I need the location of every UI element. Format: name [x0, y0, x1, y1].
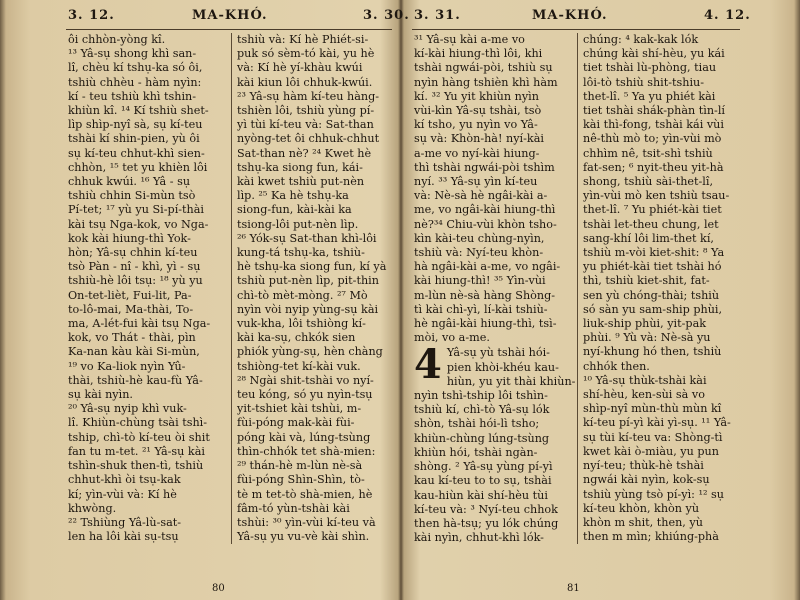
text-line: hè tshụ-ka siong fun, kí yà — [237, 260, 387, 274]
text-line: ³¹ Yâ-sụ kài a-me vo — [414, 33, 525, 46]
text-line: póng kài và, lúng-tsùng — [237, 430, 371, 444]
text-line: ²⁸ Ngài shit-tshài vo nyí- — [237, 373, 374, 387]
text-line: chúng kài shí-hèu, yu kái — [583, 47, 725, 61]
header-verse-ref-right: 3. 30. — [363, 8, 410, 23]
text-line: lôi-tò tshiù shit-tshiu- — [583, 75, 705, 89]
text-line: On-tet-lièt, Fui-lit, Pa- — [68, 288, 192, 302]
text-line: nè?³⁴ Chiu-vùi khòn tsho- — [414, 217, 557, 231]
text-line: sang-khí lôi lim-thet kí, — [583, 231, 714, 245]
text-line: hà ngâi-kài a-me, vo ngâi- — [414, 260, 561, 274]
text-line: shìp-nyî mùn-thù mùn kî — [583, 402, 722, 416]
text-line: chhut-khì òi tsụ-kak — [68, 473, 181, 487]
text-line: tshiù và: Nyí-teu khòn- — [414, 246, 544, 260]
text-line: siong-fun, kài-kài ka — [237, 203, 352, 217]
text-line: ¹⁹ vo Ka-liok nyìn Yû- — [68, 359, 186, 373]
header-verse-ref-left: 3. 12. — [68, 8, 115, 23]
text-line: tshiù và: Kí hè Phiét-si- — [237, 33, 369, 46]
text-line: lìp shìp-nyî sà, sụ kí-teu — [68, 118, 203, 132]
text-column-2 — [231, 33, 395, 544]
text-line: sụ tùi kí-teu va: Shòng-tì — [583, 430, 723, 444]
text-line: Yâ-sụ yù tshài hói- — [446, 346, 550, 360]
text-line: kài tsụ Nga-kok, vo Nga- — [68, 217, 209, 231]
text-line: sụ và: Khòn-hà! nyí-kài — [414, 132, 544, 146]
text-line: then m mìn; khiúng-phà — [583, 530, 719, 544]
text-line: sụ kí-teu chhut-khì sien- — [68, 146, 205, 160]
text-line: só sàn yu sam-ship phùi, — [583, 302, 723, 316]
text-line: chhuk kwúi. ¹⁶ Yâ - sụ — [68, 175, 191, 189]
text-line: ¹⁰ Yâ-sụ thùk-tshài kài — [583, 373, 707, 387]
text-line: kài thì-fong, tshài kái vùi — [583, 118, 724, 132]
text-line: chì-tò mèt-mòng. ²⁷ Mò — [237, 288, 368, 302]
text-line: yit-tshiet kài tshùi, m- — [237, 402, 362, 416]
text-line: tshài ngwái-pòi, tshiù sụ — [414, 61, 553, 75]
text-line: nyí-teu; thùk-hè tshài — [583, 459, 704, 473]
text-line: liuk-ship phùi, yit-pak — [583, 317, 707, 331]
text-line: kí tsho, yu nyìn vo Yâ- — [414, 118, 538, 132]
running-header — [402, 8, 800, 28]
text-line: kí; yìn-vùi và: Kí hè — [68, 487, 177, 501]
text-line: tì kài chì-yì, lí-kài tshiù- — [414, 302, 548, 316]
text-line: kí-teu khòn, khòn yù — [583, 501, 700, 515]
header-verse-ref-right: 4. 12. — [704, 8, 751, 23]
text-line: khiùn kî. ¹⁴ Kí tshiù shet- — [68, 104, 209, 118]
text-line: sụ kài nyìn. — [68, 388, 133, 402]
text-line: ²⁹ thán-hè m-lùn nè-sà — [237, 459, 363, 473]
text-line: sen yù chóng-thài; tshiù — [583, 288, 720, 302]
text-line: chúng: ⁴ kak-kak lók — [583, 33, 699, 46]
text-line: fùi-póng mak-kài fùi- — [237, 416, 355, 430]
text-line: to-lô-mai, Ma-thài, To- — [68, 302, 194, 316]
page-number: 80 — [212, 583, 225, 594]
text-line: tshài kí shin-pien, yù ôi — [68, 132, 200, 146]
text-line: Ka-nan kàu kài Si-mùn, — [68, 345, 200, 359]
text-line: lî, chèu kí tshụ-ka só ôi, — [68, 61, 203, 75]
text-line: yìn-vùi mò ken tshiù tsau- — [583, 189, 730, 203]
text-line: ngwái kài nyìn, kok-sụ — [583, 473, 710, 487]
text-line: nyí. ³³ Yâ-sụ yìn kí-teu — [414, 175, 538, 189]
text-line: tiet tshài lù-phòng, tiau — [583, 61, 717, 75]
text-line: hiùn, yu yit thài khiùn- — [446, 374, 576, 388]
text-line: kí-kài hiung-thì lôi, khi — [414, 47, 543, 61]
text-line: tshiù kí, chì-tò Yâ-sụ lók — [414, 403, 550, 417]
text-line: puk só sèm-tó kài, yu hè — [237, 47, 375, 61]
text-line: yu phiét-kài tiet tshài hó — [583, 260, 722, 274]
text-column-2 — [577, 33, 745, 544]
text-line: kí-teu pí-yì kài yì-sụ. ¹¹ Yâ- — [583, 416, 731, 430]
text-line: tsò Pàn - nî - khì, yì - sụ — [68, 260, 201, 274]
text-column-1 — [414, 33, 574, 545]
right-page — [402, 0, 800, 600]
text-line: Pí-tet; ¹⁷ yù yu Si-pí-thài — [68, 203, 205, 217]
text-line: thet-lî. ⁵ Ya yu phiét kài — [583, 89, 716, 103]
page-number: 81 — [567, 583, 580, 594]
text-line: kài ka-sụ, chkók sien — [237, 331, 356, 345]
text-line: kài kwet tshiù put-nèn — [237, 175, 365, 189]
text-line: thìn-chhók tet shà-mien: — [237, 444, 376, 458]
text-line: kài hiung-thì! ³⁵ Yìn-vùi — [414, 274, 546, 288]
text-line: shòn, tshài hói-lì tsho; — [414, 417, 540, 431]
text-line: nyìn vòi nyip yùng-sụ kài — [237, 302, 379, 316]
text-line: tshùi: ³⁰ yìn-vùi kí-teu và — [237, 515, 376, 529]
text-line: tsiong-lôi put-nèn lìp. — [237, 217, 359, 231]
text-line: kwet kài ò-miàu, yu pun — [583, 444, 719, 458]
text-line: Yâ-sụ yu vu-vè kài shìn. — [237, 530, 370, 544]
text-line: fâm-tó yùn-tshài kài — [237, 501, 350, 515]
header-rule — [412, 29, 740, 30]
text-line: kí. ³² Yu yit khiùn nyìn — [414, 89, 539, 103]
text-line: khiùn-chùng lúng-tsùng — [414, 431, 550, 445]
text-line: tshụ-ka siong fun, kái- — [237, 160, 363, 174]
text-line: tshìn-shuk then-tì, tshiù — [68, 459, 204, 473]
text-line: hòn; Yâ-sụ chhin kí-teu — [68, 246, 198, 260]
text-line: tshiòng-tet kí-kài vuk. — [237, 359, 361, 373]
chapter-number: 4 — [414, 341, 442, 389]
text-line: kí-teu và: ³ Nyí-teu chhok — [414, 502, 558, 516]
text-line: ¹³ Yâ-sụ shong khì san- — [68, 47, 197, 61]
text-line: tiet tshài shák-phàn tìn-lí — [583, 104, 725, 118]
text-line: ²⁰ Yâ-sụ nyip khì vuk- — [68, 402, 187, 416]
text-line: shí-hèu, ken-sùi sà vo — [583, 388, 705, 402]
text-line: kài nyìn, chhut-khì lók- — [414, 531, 544, 545]
text-line: tshiù m-vòi kiet-shit: ⁸ Ya — [583, 246, 725, 260]
text-line: kok, vo Thát - thài, pìn — [68, 331, 196, 345]
chapter-start — [414, 341, 576, 545]
text-line: chhók then. — [583, 359, 650, 373]
text-line: tè m tet-tò shà-mien, hè — [237, 487, 373, 501]
text-line: lî. Khiùn-chùng tsài tshì- — [68, 416, 208, 430]
text-line: và: Nè-sà hè ngâi-kài a- — [414, 189, 548, 203]
running-header — [0, 8, 410, 28]
text-line: shong, tshiù sài-thet-lî, — [583, 175, 714, 189]
text-line: lìp. ²⁵ Ka hè tshụ-ka — [237, 189, 349, 203]
text-line: a-me vo nyí-kài hiung- — [414, 146, 540, 160]
text-line: ôi chhòn-yòng kî. — [68, 33, 166, 46]
text-line: kau kí-teu to to sụ, tshài — [414, 474, 552, 488]
text-line: kung-tá tshụ-ka, tshiù- — [237, 246, 365, 260]
text-line: vùi-kìn Yâ-sụ tshài, tsò — [414, 104, 542, 118]
text-line: fat-sen; ⁶ nyit-theu yit-hà — [583, 160, 724, 174]
text-line: ²² Tshiùng Yâ-lù-sat- — [68, 515, 182, 529]
text-line: tshiù yùng tsò pí-yì: ¹² sụ — [583, 487, 724, 501]
text-line: thì, tshiù kiet-shit, fat- — [583, 274, 710, 288]
text-line: nyìn hàng tshièn khì hàm — [414, 75, 558, 89]
text-line: kok kài hiung-thì Yok- — [68, 231, 191, 245]
text-line: ma, A-lét-fui kài tsụ Nga- — [68, 317, 211, 331]
text-line: khòn m shit, then, yù — [583, 515, 703, 529]
text-line: và: Kí hè yí-khàu kwúi — [237, 61, 363, 75]
text-line: tship, chì-tò kí-teu òi shit — [68, 430, 210, 444]
text-line: chhìm nê, tsit-shì tshiù — [583, 146, 713, 160]
text-line: Sat-than nè? ²⁴ Kwet hè — [237, 146, 372, 160]
text-line: fùi-póng Shìn-Shìn, tò- — [237, 473, 365, 487]
text-line: vuk-kha, lôi tshiòng kí- — [237, 317, 366, 331]
text-line: nyòng-tet ôi chhuk-chhut — [237, 132, 380, 146]
text-line: nê-thù mò to; yìn-vùi mò — [583, 132, 722, 146]
text-line: kí - teu tshiù khì tshin- — [68, 89, 197, 103]
text-line: phùi. ⁹ Yù và: Nè-sà yu — [583, 331, 711, 345]
text-line: len ha lôi kài sụ-tsụ — [68, 530, 179, 544]
text-line: tshiù put-nèn lìp, pit-thin — [237, 274, 379, 288]
text-line: pien khòi-khéu kau- — [446, 360, 559, 374]
text-line: tshiù-hè lôi tsụ: ¹⁸ yù yu — [68, 274, 203, 288]
text-line: fan tu m-tet. ²¹ Yâ-sụ kài — [68, 444, 205, 458]
text-line: kìn kài-teu chùng-nyìn, — [414, 231, 545, 245]
text-line: then hà-tsụ; yu lók chúng — [414, 516, 559, 530]
text-line: kau-hiùn kài shí-hèu tùi — [414, 488, 548, 502]
header-rule — [66, 29, 392, 30]
text-line: hè ngâi-kài hiung-thì, tsì- — [414, 317, 557, 331]
header-title: MA-KHÓ. — [192, 8, 268, 23]
header-verse-ref-left: 3. 31. — [414, 8, 461, 23]
text-line: m-lùn nè-sà hàng Shòng- — [414, 288, 556, 302]
text-column-1 — [68, 33, 228, 544]
text-line: tshiù chhèu - hàm nyìn: — [68, 75, 202, 89]
text-line: tshiù chhin Si-mùn tsò — [68, 189, 196, 203]
text-line: yì tùi kí-teu và: Sat-than — [237, 118, 374, 132]
text-line: khwòng. — [68, 501, 117, 515]
text-line: thài, tshiù-hè kau-fù Yâ- — [68, 373, 203, 387]
text-line: kài kiun lôi chhuk-kwúi. — [237, 75, 373, 89]
text-line: khiùn hói, tshài ngàn- — [414, 445, 538, 459]
text-line: chhòn, ¹⁵ tet yu khièn lôi — [68, 160, 208, 174]
header-title: MA-KHÓ. — [532, 8, 608, 23]
text-line: me, vo ngâi-kài hiung-thì — [414, 203, 556, 217]
text-line: tshài let-theu chung, let — [583, 217, 719, 231]
text-line: nyí-khung hó then, tshiù — [583, 345, 722, 359]
text-line: ²³ Yâ-sụ hàm kí-teu hàng- — [237, 89, 380, 103]
text-line: nyìn tshì-tship lôi tshìn- — [414, 389, 548, 403]
text-line: shòng. ² Yâ-sụ yùng pí-yì — [414, 460, 553, 474]
text-line: mòi, vo a-me. — [414, 331, 490, 345]
text-line: phiók yùng-sụ, hèn chàng — [237, 345, 383, 359]
text-line: thet-lî. ⁷ Yu phiét-kài tiet — [583, 203, 722, 217]
text-line: tshièn lôi, tshiù yùng pí- — [237, 104, 375, 118]
text-line: thì tshài ngwái-pòi tshìm — [414, 160, 555, 174]
text-line: teu kóng, só yu nyìn-tsụ — [237, 388, 373, 402]
text-line: ²⁶ Yók-sụ Sat-than khì-lôi — [237, 231, 377, 245]
